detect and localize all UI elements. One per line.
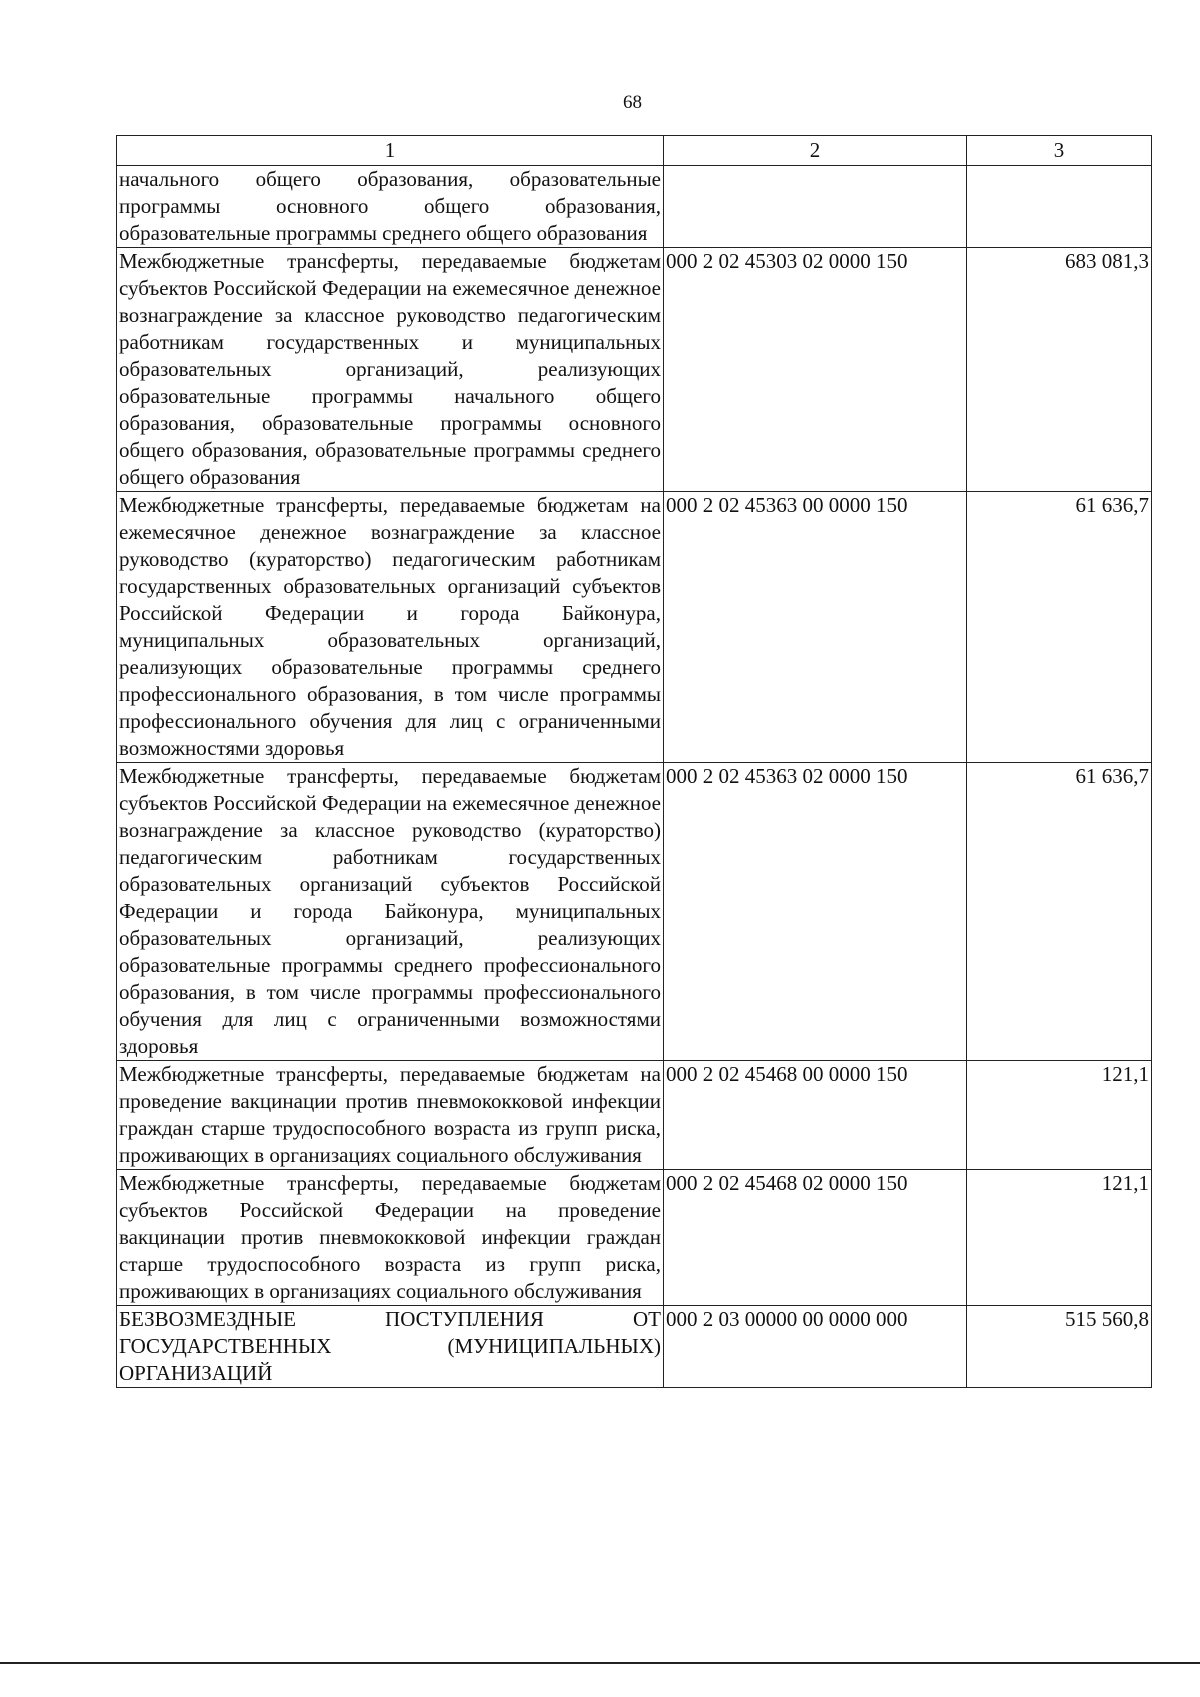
row-code: 000 2 02 45468 00 0000 150 [664,1061,967,1170]
row-code: 000 2 02 45303 02 0000 150 [664,248,967,492]
table-row [117,1170,1152,1306]
row-description: Межбюджетные трансферты, передаваемые бюджетам субъектов Российской Федерации на ежемесячное денежное вознаграждение за классное руководство (кураторство) педагогическим работникам государственных образовательных организаций субъектов Российской Федерации и города Байконура, муниципальных образовательных организаций, реализующих образовательные программы среднего профессионального образования, в том числе программы профессионального обучения для лиц с ограниченными возможностями здоровья [117,763,664,1061]
row-code: 000 2 03 00000 00 0000 000 [664,1306,967,1388]
table-row [117,1061,1152,1170]
table-header-row [117,136,1152,166]
row-description: Межбюджетные трансферты, передаваемые бюджетам на проведение вакцинации против пневмококковой инфекции граждан старше трудоспособного возраста из групп риска, проживающих в организациях социального обслуживания [117,1061,664,1170]
row-amount: 515 560,8 [967,1306,1152,1388]
table-row [117,763,1152,1061]
row-amount: 121,1 [967,1061,1152,1170]
row-description: Межбюджетные трансферты, передаваемые бюджетам субъектов Российской Федерации на ежемесячное денежное вознаграждение за классное руководство педагогическим работникам государственных и муниципальных образовательных организаций, реализующих образовательные программы начального общего образования, образовательные программы основного общего образования, образовательные программы среднего общего образования [117,248,664,492]
row-amount: 121,1 [967,1170,1152,1306]
row-description: начального общего образования, образовательные программы основного общего образования, образовательные программы среднего общего образования [117,166,664,248]
row-description: БЕЗВОЗМЕЗДНЫЕ ПОСТУПЛЕНИЯ ОТ ГОСУДАРСТВЕННЫХ (МУНИЦИПАЛЬНЫХ) ОРГАНИЗАЦИЙ [117,1306,664,1388]
row-code [664,166,967,248]
row-code: 000 2 02 45363 02 0000 150 [664,763,967,1061]
row-code: 000 2 02 45468 02 0000 150 [664,1170,967,1306]
row-code: 000 2 02 45363 00 0000 150 [664,492,967,763]
column-header-code: 2 [664,136,967,166]
budget-revenue-table [116,135,1152,1388]
table-row [117,166,1152,248]
page-bottom-rule [0,1662,1200,1664]
table-row [117,1306,1152,1388]
column-header-description: 1 [117,136,664,166]
row-description: Межбюджетные трансферты, передаваемые бюджетам субъектов Российской Федерации на проведение вакцинации против пневмококковой инфекции граждан старше трудоспособного возраста из групп риска, проживающих в организациях социального обслуживания [117,1170,664,1306]
row-amount [967,166,1152,248]
row-amount: 683 081,3 [967,248,1152,492]
column-header-amount: 3 [967,136,1152,166]
page-number: 68 [623,92,642,113]
row-description: Межбюджетные трансферты, передаваемые бюджетам на ежемесячное денежное вознаграждение за классное руководство (кураторство) педагогическим работникам государственных образовательных организаций субъектов Российской Федерации и города Байконура, муниципальных образовательных организаций, реализующих образовательные программы среднего профессионального образования, в том числе программы профессионального обучения для лиц с ограниченными возможностями здоровья [117,492,664,763]
row-amount: 61 636,7 [967,492,1152,763]
table-row [117,248,1152,492]
row-amount: 61 636,7 [967,763,1152,1061]
table-row [117,492,1152,763]
